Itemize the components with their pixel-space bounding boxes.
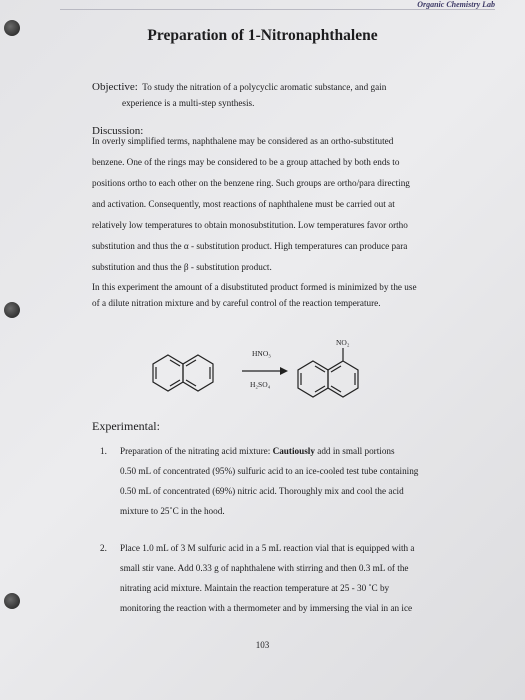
discussion-line: In overly simplified terms, naphthalene may be considered as an ortho-substituted — [92, 136, 394, 146]
step-text: 0.50 mL of concentrated (95%) sulfuric acid to an ice-cooled test tube containing — [120, 466, 419, 476]
discussion-label: Discussion: — [92, 125, 144, 137]
discussion-line: and activation. Consequently, most reactions of naphthalene must be carried out at — [92, 199, 395, 209]
step-emphasis: Cautiously — [272, 446, 315, 456]
discussion-line: substitution and thus the β - substitution product. — [92, 262, 272, 272]
objective-line2: experience is a multi-step synthesis. — [122, 98, 255, 108]
page-number: 103 — [255, 640, 270, 650]
lab-header: Organic Chemistry Lab — [417, 0, 495, 9]
step-text: add in small portions — [314, 446, 395, 456]
objective-label: Objective: — [92, 81, 138, 93]
page-title: Preparation of 1-Nitronaphthalene — [147, 27, 378, 44]
discussion-line: positions ortho to each other on the benzene ring. Such groups are ortho/para directing — [92, 178, 410, 188]
discussion-paragraph-2 — [92, 279, 492, 311]
naphthalene-structure — [153, 355, 213, 391]
header-rule — [60, 9, 495, 10]
discussion-line: relatively low temperatures to obtain monosubstitution. Low temperatures favor ortho — [92, 220, 408, 230]
reagent-nitric-acid: HNO₃ — [252, 349, 271, 358]
step-text: mixture to 25˚C in the hood. — [120, 506, 225, 516]
binder-hole — [4, 302, 20, 318]
discussion-line: of a dilute nitration mixture and by careful control of the reaction temperature. — [92, 298, 381, 308]
reagent-sulfuric-acid: H₂SO₄ — [250, 380, 271, 389]
objective-section — [92, 79, 472, 111]
reaction-arrowhead — [280, 367, 288, 375]
discussion-line: substitution and thus the α - substitution product. High temperatures can produce para — [92, 241, 408, 251]
step-text: Place 1.0 mL of 3 M sulfuric acid in a 5 mL reaction vial that is equipped with a — [120, 543, 415, 553]
discussion-line: In this experiment the amount of a disubstituted product formed is minimized by the use — [92, 282, 417, 292]
step-text: small stir vane. Add 0.33 g of naphthalene with stirring and then 0.3 mL of the — [120, 563, 409, 573]
experimental-label: Experimental: — [92, 419, 160, 433]
step-text: nitrating acid mixture. Maintain the reaction temperature at 25 - 30 ˚C by — [120, 583, 390, 593]
step-text: Preparation of the nitrating acid mixture: — [120, 446, 273, 456]
discussion-paragraph — [92, 131, 492, 278]
step-text: monitoring the reaction with a thermometer and by immersing the vial in an ice — [120, 603, 413, 613]
binder-hole — [4, 593, 20, 609]
step-text: 0.50 mL of concentrated (69%) nitric acid. Thoroughly mix and cool the acid — [120, 486, 404, 496]
step-number: 1. — [100, 446, 107, 456]
nitronaphthalene-structure — [298, 348, 358, 397]
discussion-line: benzene. One of the rings may be considered to be a group attached by both ends to — [92, 157, 400, 167]
nitro-group-label: NO₂ — [336, 338, 350, 347]
objective-line1: To study the nitration of a polycyclic aromatic substance, and gain — [142, 82, 387, 92]
reaction-scheme — [150, 335, 380, 415]
step-number: 2. — [100, 543, 107, 553]
